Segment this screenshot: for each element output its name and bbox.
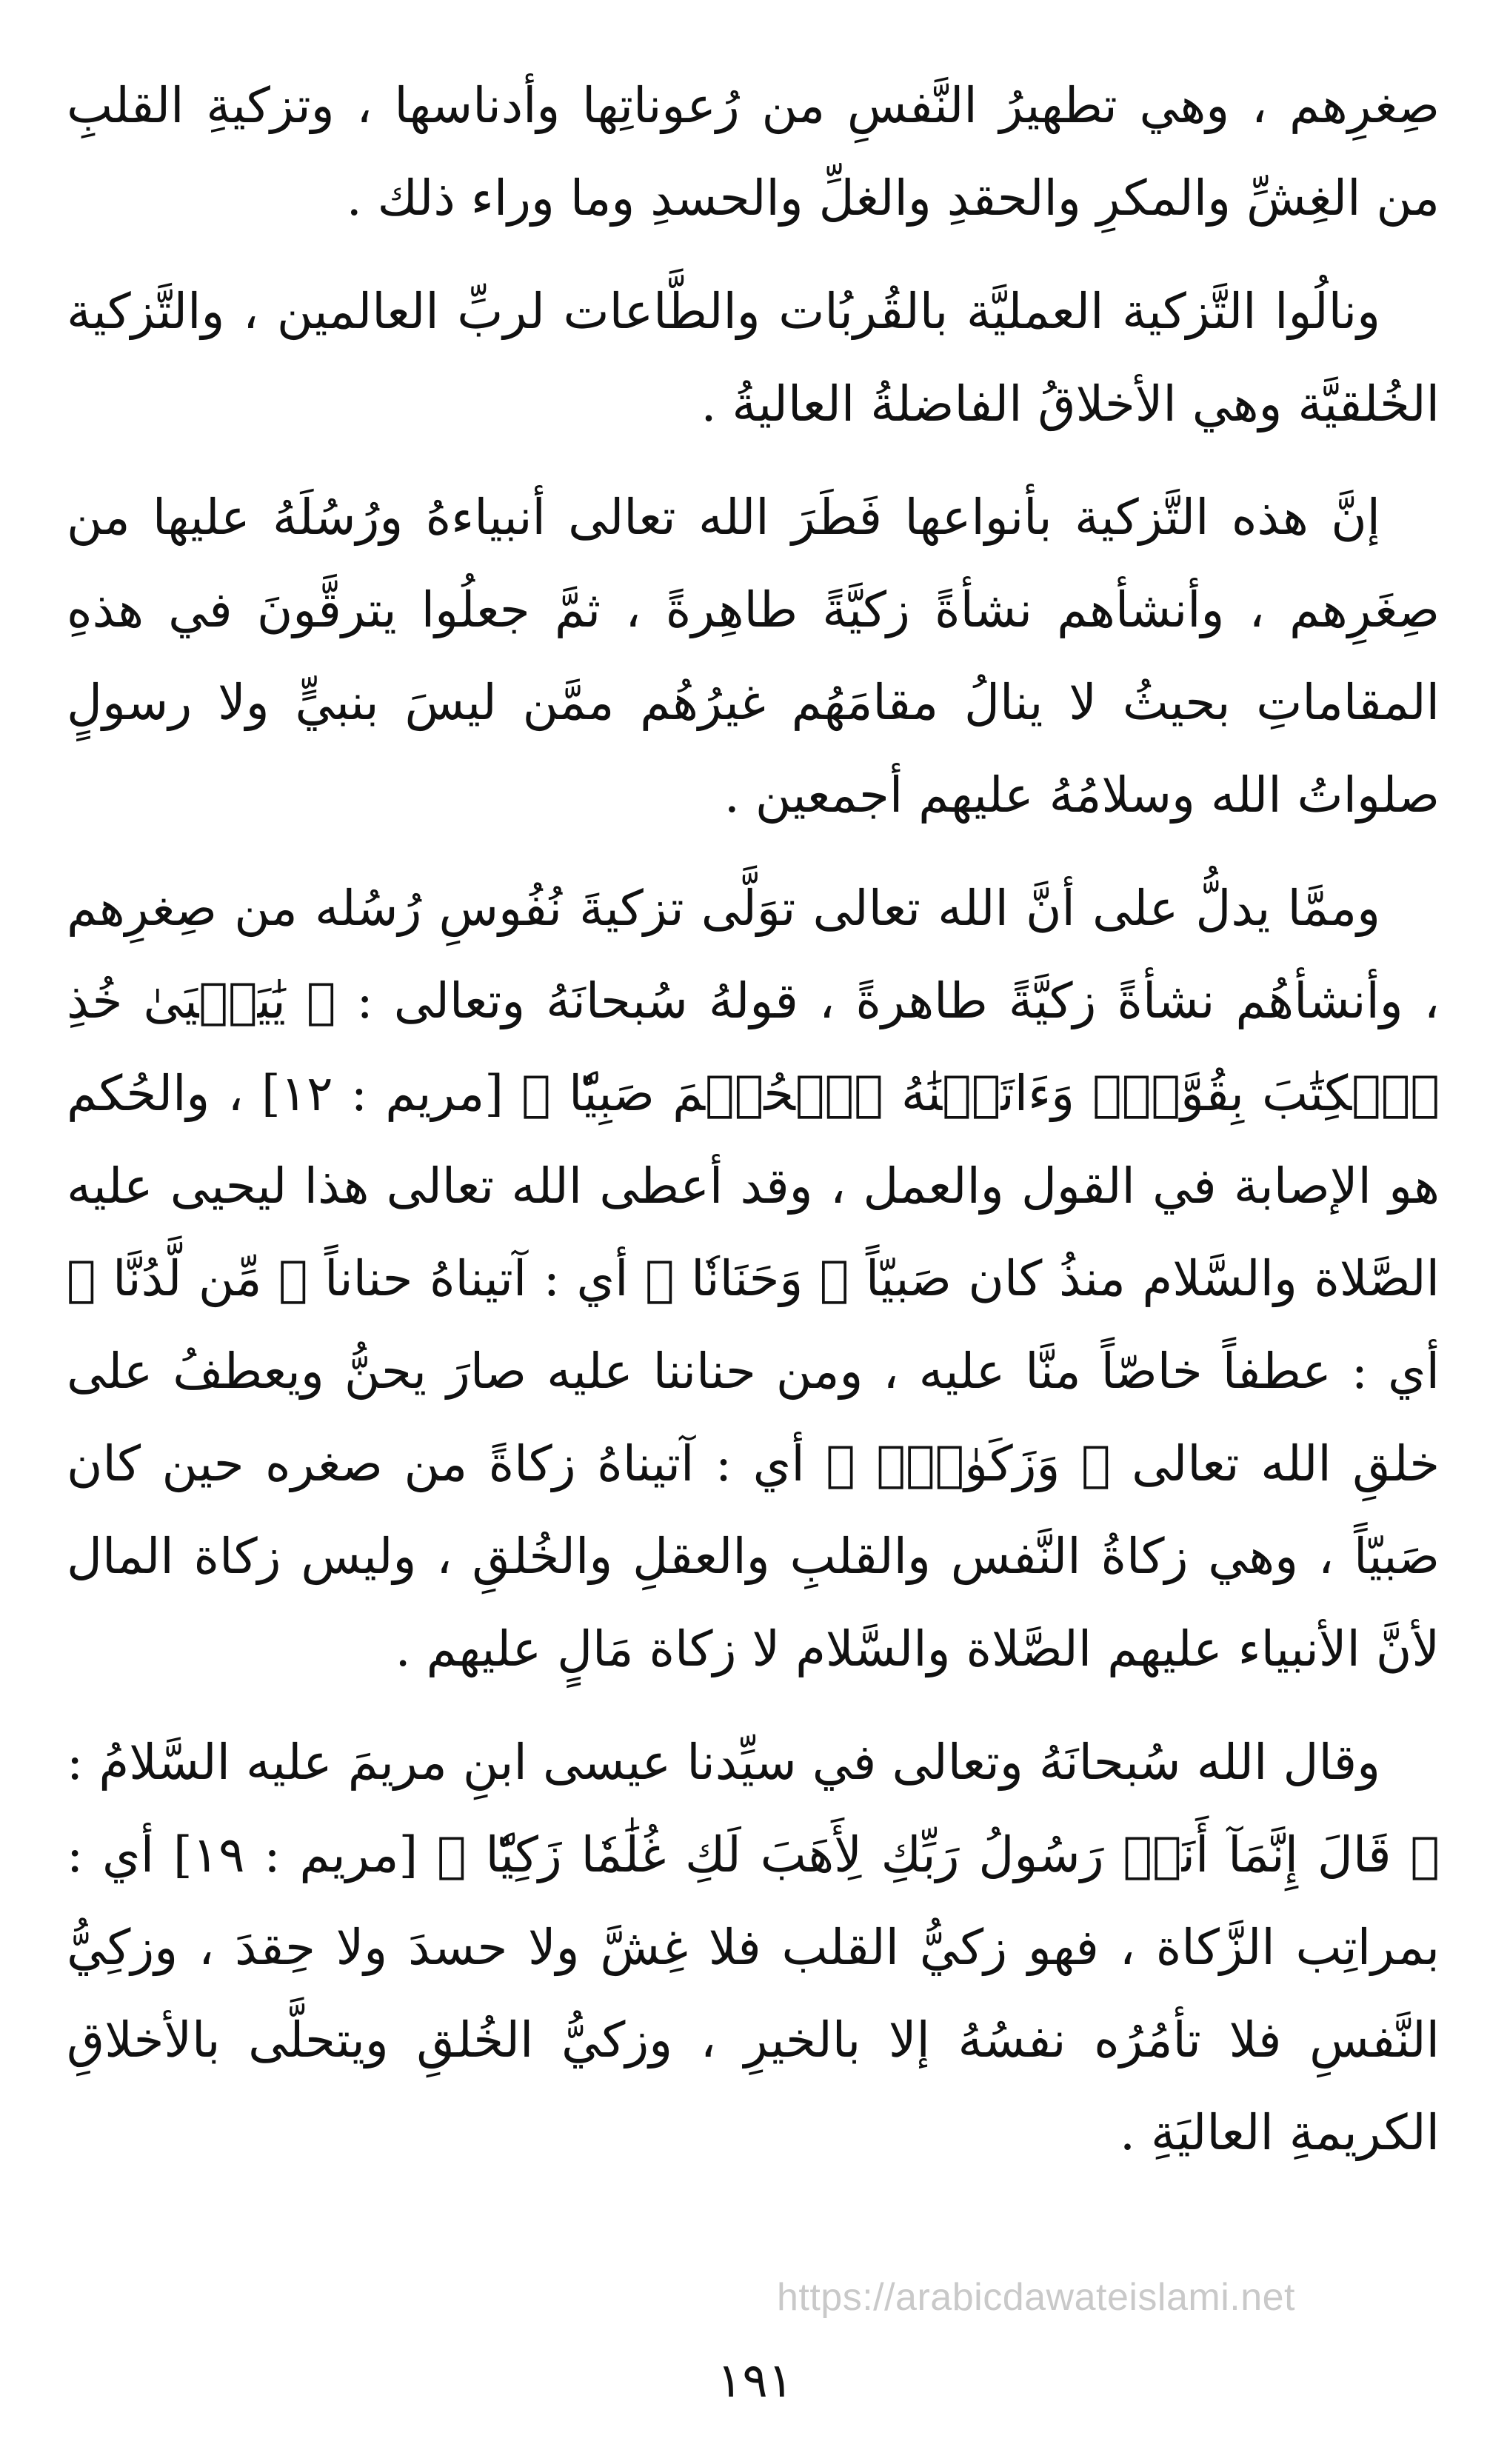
page-number: ١٩١ (716, 2354, 794, 2408)
paragraph-yahya-verse: وممَّا يدلُّ على أنَّ الله تعالى توَلَّى تزكيةَ نُفُوسِ رُسُله من صِغرِهم ، وأنشأهُم نشأةً زكيَّةً طاهرةً ، قولهُ سُبحانَهُ وتعالى : ﴿ يَٰيَحۡيَىٰ خُذِ ٱلۡكِتَٰبَ بِقُوَّةٖۖ وَءَاتَيۡنَٰهُ ٱلۡحُكۡمَ صَبِيّٗا ﴾ [مريم : ١٢] ، والحُكم هو الإصابة في القول والعمل ، وقد أعطى الله تعالى هذا ليحيى عليه الصَّلاة والسَّلام منذُ كان صَبيّاً ﴿ وَحَنَانٗا ﴾ أي : آتيناهُ حناناً ﴿ مِّن لَّدُنَّا ﴾ أي : عطفاً خاصّاً منَّا عليه ، ومن حناننا عليه صارَ يحنُّ ويعطفُ على خلقِ الله تعالى ﴿ وَزَكَوٰةٗۖ ﴾ أي : آتيناهُ زكاةً من صغره حين كان صَبيّاً ، وهي زكاةُ النَّفس والقلبِ والعقلِ والخُلقِ ، وليس زكاة المال لأنَّ الأنبياء عليهم الصَّلاة والسَّلام لا زكاة مَالٍ عليهم . (67, 880, 1440, 1677)
body-text (67, 59, 1440, 2200)
paragraph-isa-verse: وقال الله سُبحانَهُ وتعالى في سيِّدنا عيسى ابنِ مريمَ عليه السَّلامُ : ﴿ قَالَ إِنَّمَآ أَنَا۠ رَسُولُ رَبِّكِ لِأَهَبَ لَكِ غُلَٰمٗا زَكِيّٗا ﴾ [مريم : ١٩] أي : بمراتِب الزَّكاة ، فهو زكيُّ القلب فلا غِشَّ ولا حسدَ ولا حِقدَ ، وزكِيُّ النَّفسِ فلا تأمُرُه نفسُهُ إلا بالخيرِ ، وزكيُّ الخُلقِ ويتحلَّى بالأخلاقِ الكريمةِ العاليَةِ . (67, 1734, 1440, 2161)
website-watermark: https://arabicdawateislami.net (776, 2276, 1295, 2319)
paragraph-practical-purification: ونالُوا التَّزكية العمليَّة بالقُربُات والطَّاعات لربِّ العالمين ، والتَّزكية الخُلقيَّة وهي الأخلاقُ الفاضلةُ العاليةُ . (67, 283, 1440, 433)
paragraph-prophets-purification: إنَّ هذه التَّزكية بأنواعها فَطَرَ الله تعالى أنبياءهُ ورُسُلَهُ عليها من صِغَرِهم ، وأنشأهم نشأةً زكيَّةً طاهِرةً ، ثمَّ جعلُوا يترقَّونَ في هذهِ المقاماتِ بحيثُ لا ينالُ مقامَهُم غيرُهُم ممَّن ليسَ بنبيٍّ ولا رسولٍ صلواتُ الله وسلامُهُ عليهم أجمعين . (67, 489, 1440, 824)
paragraph-continuation: صِغرِهم ، وهي تطهيرُ النَّفسِ من رُعوناتِها وأدناسها ، وتزكيةِ القلبِ من الغِشِّ والمكرِ والحقدِ والغلِّ والحسدِ وما وراء ذلك . (67, 77, 1440, 227)
